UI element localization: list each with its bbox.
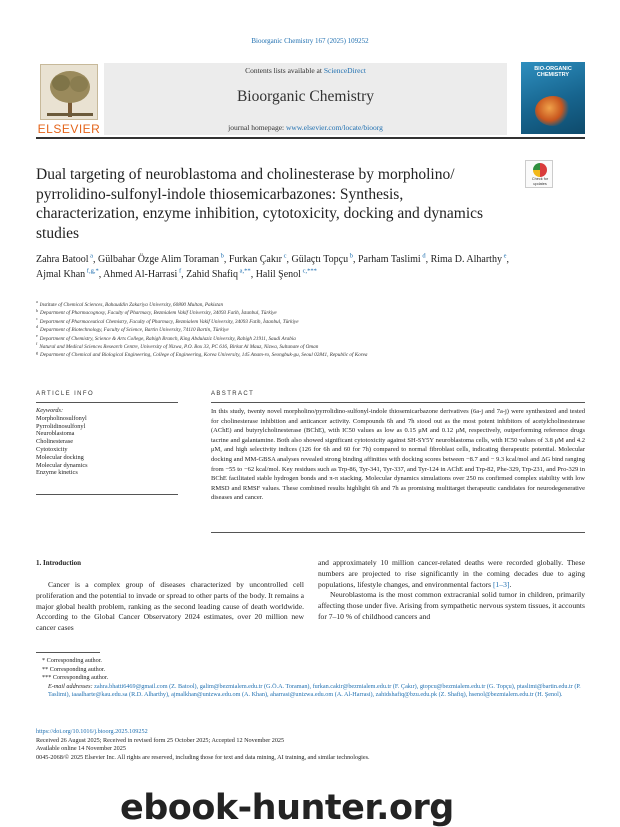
affiliation-letter: d xyxy=(36,324,38,330)
author-name[interactable] xyxy=(358,254,426,265)
keyword: Cholinesterase xyxy=(36,438,74,446)
abstract-text: In this study, twenty novel morpholino/pyrrolidino-sulfonyl-indole thiosemicarbazone derivatives (6a-j and 7a-j) were synthesized and tested for cholinesterase inhibition and anticancer activity. Compounds 6h and 7h stood out as the most potent inhibitors of acetylcholinesterase (AChE) and butyrylcholinesterase (BChE), with IC50 values as low as 0.15 μM and 0.12 μM, respectively, outperforming reference drugs tacrine and galantamine. Both also showed significant cytotoxicity against SH-SY5Y neuroblastoma cells, with IC50 values of 3.8 μM and 4.2 μM, and high selectivity indices (126 for 6h and 60 for 7h) compared to normal fibroblast cells, indicating therapeutic potential. Molecular docking and MM-GBSA analyses revealed strong binding affinities with docking scores between −8.7 and − 9.3 kcal/mol and ΔG bind ranging from −55 to −62 kcal/mol. Key residues such as Trp-86, Tyr-341, Tyr-337, and Tyr-124 in AChE and Trp-82, Phe-329, Trp-231, and Pro-329 in BChE facilitated stable hydrogen bonds and π-π stacking. Molecular dynamics simulations over 250 ns confirmed complex stability with low RMSD and RMSF values. These combined results highlight 6h and 7h as promising multitarget therapeutic candidates for neurodegenerative diseases and cancer. xyxy=(211,408,585,502)
email-list[interactable]: zahra.bhatti6469@gmail.com (Z. Batool), galim@bezmialem.edu.tr (G.Ö.A. Toraman), furkan.cakir@bezmialem.edu.tr (F. Çakır), gtopcu@bezmialem.edu.tr (G. Topçu), ptaslimi@bartin.edu.tr (P. Taslimi), iaaalharte@kau.edu.sa (R.D. Alharthy), ajmalkhan@unizwa.edu.om (A. Khan), aharrasi@unizwa.edu.om (A. Al-Harrasi), zahidshafiq@bzu.edu.pk (Z. Shafiq), hsenol@bezmialem.edu.tr (H. Şenol). xyxy=(48,682,581,699)
author-name[interactable] xyxy=(256,269,317,280)
author-name[interactable] xyxy=(431,254,507,265)
author-name-text: Ahmed Al-Harrasi xyxy=(103,269,178,280)
reference-link[interactable]: [1–3] xyxy=(493,579,510,589)
keyword: Molecular docking xyxy=(36,453,84,461)
keywords-divider xyxy=(36,494,178,495)
affiliation-marker[interactable]: f xyxy=(177,267,182,275)
affiliation-letter: a xyxy=(36,299,38,305)
footnotes xyxy=(36,657,585,700)
affiliation-marker[interactable]: c xyxy=(281,252,287,260)
keywords-label: Keywords: xyxy=(36,407,64,414)
keyword: Cytotoxicity xyxy=(36,445,68,453)
affiliation-marker[interactable]: f,g,* xyxy=(85,267,99,275)
article-title: Dual targeting of neuroblastoma and cholinesterase by morpholino/ pyrrolidino-sulfonyl-indole thiosemicarbazones: Synthesis, characterization, enzyme inhibition, cytotoxicity, docking and dynamics studies xyxy=(36,166,484,242)
author-name-text: Zahra Batool xyxy=(36,254,89,265)
affiliation-letter: c xyxy=(36,316,38,322)
author-name-text: Halil Şenol xyxy=(255,269,301,280)
email-label: E-mail addresses: xyxy=(48,682,95,690)
homepage-link[interactable]: www.elsevier.com/locate/bioorg xyxy=(286,123,383,132)
affiliation-text: Department of Biotechnology, Faculty of Science, Bartin University, 74110 Bartin, Türkiye xyxy=(40,327,229,334)
homepage-line xyxy=(104,123,507,132)
keywords-block xyxy=(36,407,178,477)
affiliation-marker[interactable]: a,** xyxy=(238,267,251,275)
intro-left-text: Cancer is a complex group of diseases characterized by uncontrolled cell proliferation and the potential to invade or spread to other parts of the body. It remains a major global health problem, ranking as the second leading cause of death worldwide. According to the Global Cancer Observatory 2024 estimates, over 20 million new cancer cases xyxy=(36,580,304,633)
sciencedirect-link[interactable]: ScienceDirect xyxy=(323,66,366,75)
keyword: Neuroblastoma xyxy=(36,430,75,438)
author-name[interactable] xyxy=(291,254,352,265)
abstract-divider xyxy=(211,402,585,403)
affiliation-marker[interactable]: e xyxy=(501,252,507,260)
journal-citation[interactable]: Bioorganic Chemistry 167 (2025) 109252 xyxy=(251,37,369,45)
affiliation-letter: f xyxy=(36,341,38,347)
article-info-heading: ARTICLE INFO xyxy=(36,391,95,397)
intro-right-text-1: and approximately 10 million cancer-related deaths were recorded globally. These numbers are projected to rise significantly in the coming decades due to aging populations, lifestyle changes, and environmental factors xyxy=(318,558,585,589)
affiliation-text: Department of Chemical and Biological Engineering, College of Engineering, Korea University, 145 Anam-ro, Seongbuk-gu, Seoul 02841, Republic of Korea xyxy=(40,352,368,359)
author-name-text: Gülbahar Özge Alim Toraman xyxy=(98,254,220,265)
author-list: Zahra Batool $^a$, Gülbahar Özge Alim Toraman $^b$, Furkan Çakır $^c$, Gülaçtı Topçu $^b$, Parham Taslimi $^d$, Rima D. Alharthy $^e$, Ajmal Khan $^{f,g,*}$, Ahmed Al-Harrasi $^f$, Zahid Shafiq $^{a,**}$, Halil Şenol $^{c,***}$ xyxy=(36,252,509,280)
keyword: Morpholinosulfonyl xyxy=(36,414,87,422)
updates-label: Check for updates xyxy=(531,177,549,186)
keyword: Pyrrolidinosulfonyl xyxy=(36,422,86,430)
affiliation-item xyxy=(36,301,585,309)
affiliation-marker[interactable]: d xyxy=(420,252,426,260)
journal-header xyxy=(104,63,507,135)
updates-icon xyxy=(533,163,547,177)
affiliation-letter: e xyxy=(36,332,38,338)
corresponding-author-2: ** Corresponding author. xyxy=(42,665,106,673)
journal-title: Bioorganic Chemistry xyxy=(236,88,375,105)
author-name[interactable] xyxy=(98,254,224,265)
header-divider xyxy=(36,137,585,139)
author-name-text: Gülaçtı Topçu xyxy=(291,254,349,265)
affiliation-text: Department of Pharmaceutical Chemistry, Faculty of Pharmacy, Bezmialem Vakif University, 34093 Fatih, İstanbul, Türkiye xyxy=(39,318,299,325)
check-for-updates-button[interactable] xyxy=(525,160,553,188)
affiliation-item xyxy=(36,326,585,334)
doi-link[interactable]: https://doi.org/10.1016/j.bioorg.2025.109252 xyxy=(36,728,148,735)
contents-prefix: Contents lists available at xyxy=(245,66,324,75)
publication-info xyxy=(36,728,585,762)
affiliation-letter: g xyxy=(36,349,38,355)
homepage-prefix: journal homepage: xyxy=(228,123,287,132)
affiliation-item xyxy=(36,309,585,317)
author-name[interactable] xyxy=(103,269,181,280)
introduction-heading: 1. Introduction xyxy=(36,559,81,567)
intro-right-text-2: Neuroblastoma is the most common extracranial solid tumor in children, primarily affecting those under five. Arising from sympathetic nervous system tissues, it accounts for 7–10 % of childhood cancers and xyxy=(318,590,585,621)
affiliation-item xyxy=(36,351,585,359)
affiliation-marker[interactable]: b xyxy=(348,252,353,260)
footnote-divider xyxy=(36,652,100,653)
affiliation-list xyxy=(36,301,585,360)
cover-art xyxy=(535,96,571,126)
abstract-heading: ABSTRACT xyxy=(211,391,255,397)
elsevier-wordmark: ELSEVIER xyxy=(37,122,101,136)
affiliation-item xyxy=(36,318,585,326)
author-name-text: Parham Taslimi xyxy=(357,254,421,265)
affiliation-text: Institute of Chemical Sciences, Bahauddin Zakariya University, 60800 Multan, Pakistan xyxy=(39,302,224,308)
author-name[interactable] xyxy=(36,254,93,265)
corresponding-author-3: *** Corresponding author. xyxy=(42,674,109,682)
available-online: Available online 14 November 2025 xyxy=(36,745,126,753)
author-name-text: Rima D. Alharthy xyxy=(430,254,502,265)
elsevier-logo[interactable] xyxy=(36,64,100,136)
article-info-divider xyxy=(36,402,178,403)
email-addresses xyxy=(36,683,585,700)
keywords-list xyxy=(36,415,178,477)
intro-column-right: and approximately 10 million cancer-related deaths were recorded globally. These numbers are projected to rise significantly in the coming decades due to aging populations, lifestyle changes, and environmental factors [1–3]. Neuroblastoma is the most common extracranial solid tumor in children, primarily affecting those under five. Arising from sympathetic nervous system tissues, it accounts for 7–10 % of childhood cancers and xyxy=(318,558,585,621)
affiliation-item xyxy=(36,343,585,351)
author-name[interactable] xyxy=(229,254,287,265)
abstract-bottom-divider xyxy=(211,532,585,533)
corresponding-author-1: * Corresponding author. xyxy=(42,657,102,664)
affiliation-text: Department of Chemistry, Science & Arts College, Rabigh Branch, King Abdulaziz University, Rabigh 21911, Saudi Arabia xyxy=(39,335,296,342)
affiliation-marker[interactable]: a xyxy=(88,252,93,260)
affiliation-item xyxy=(36,332,585,343)
contents-line xyxy=(104,66,507,75)
copyright: 0045-2068/© 2025 Elsevier Inc. All rights are reserved, including those for text and data mining, AI training, and similar technologies. xyxy=(36,753,370,761)
author-name-text: Zahid Shafiq xyxy=(186,269,239,280)
author-name[interactable] xyxy=(186,269,251,280)
keyword: Molecular dynamics xyxy=(36,461,88,469)
author-name[interactable] xyxy=(36,269,99,280)
keyword: Enzyme kinetics xyxy=(36,469,78,477)
intro-paragraph-1 xyxy=(36,580,304,634)
affiliation-marker[interactable]: b xyxy=(219,252,224,260)
cover-title: BIO-ORGANIC CHEMISTRY xyxy=(534,66,572,78)
journal-cover-image[interactable] xyxy=(521,62,585,134)
tree-logo-icon xyxy=(40,64,98,120)
affiliation-letter: b xyxy=(36,307,38,313)
author-name-text: Ajmal Khan xyxy=(36,269,86,280)
author-name-text: Furkan Çakır xyxy=(228,254,282,265)
affiliation-text: Department of Pharmacognosy, Faculty of Pharmacy, Bezmialem Vakif University, 34093 Fatih, İstanbul, Türkiye xyxy=(40,310,277,317)
received-dates: Received 26 August 2025; Received in revised form 25 October 2025; Accepted 12 November 2025 xyxy=(36,736,285,744)
affiliation-marker[interactable]: c,*** xyxy=(300,267,317,275)
affiliation-text: Natural and Medical Sciences Research Centre, University of Nizwa, P.O. Box 33, PC 616, Birkat Al Mauz, Nizwa, Sultanate of Oman xyxy=(39,344,319,351)
watermark: ebook-hunter.org xyxy=(120,788,454,827)
